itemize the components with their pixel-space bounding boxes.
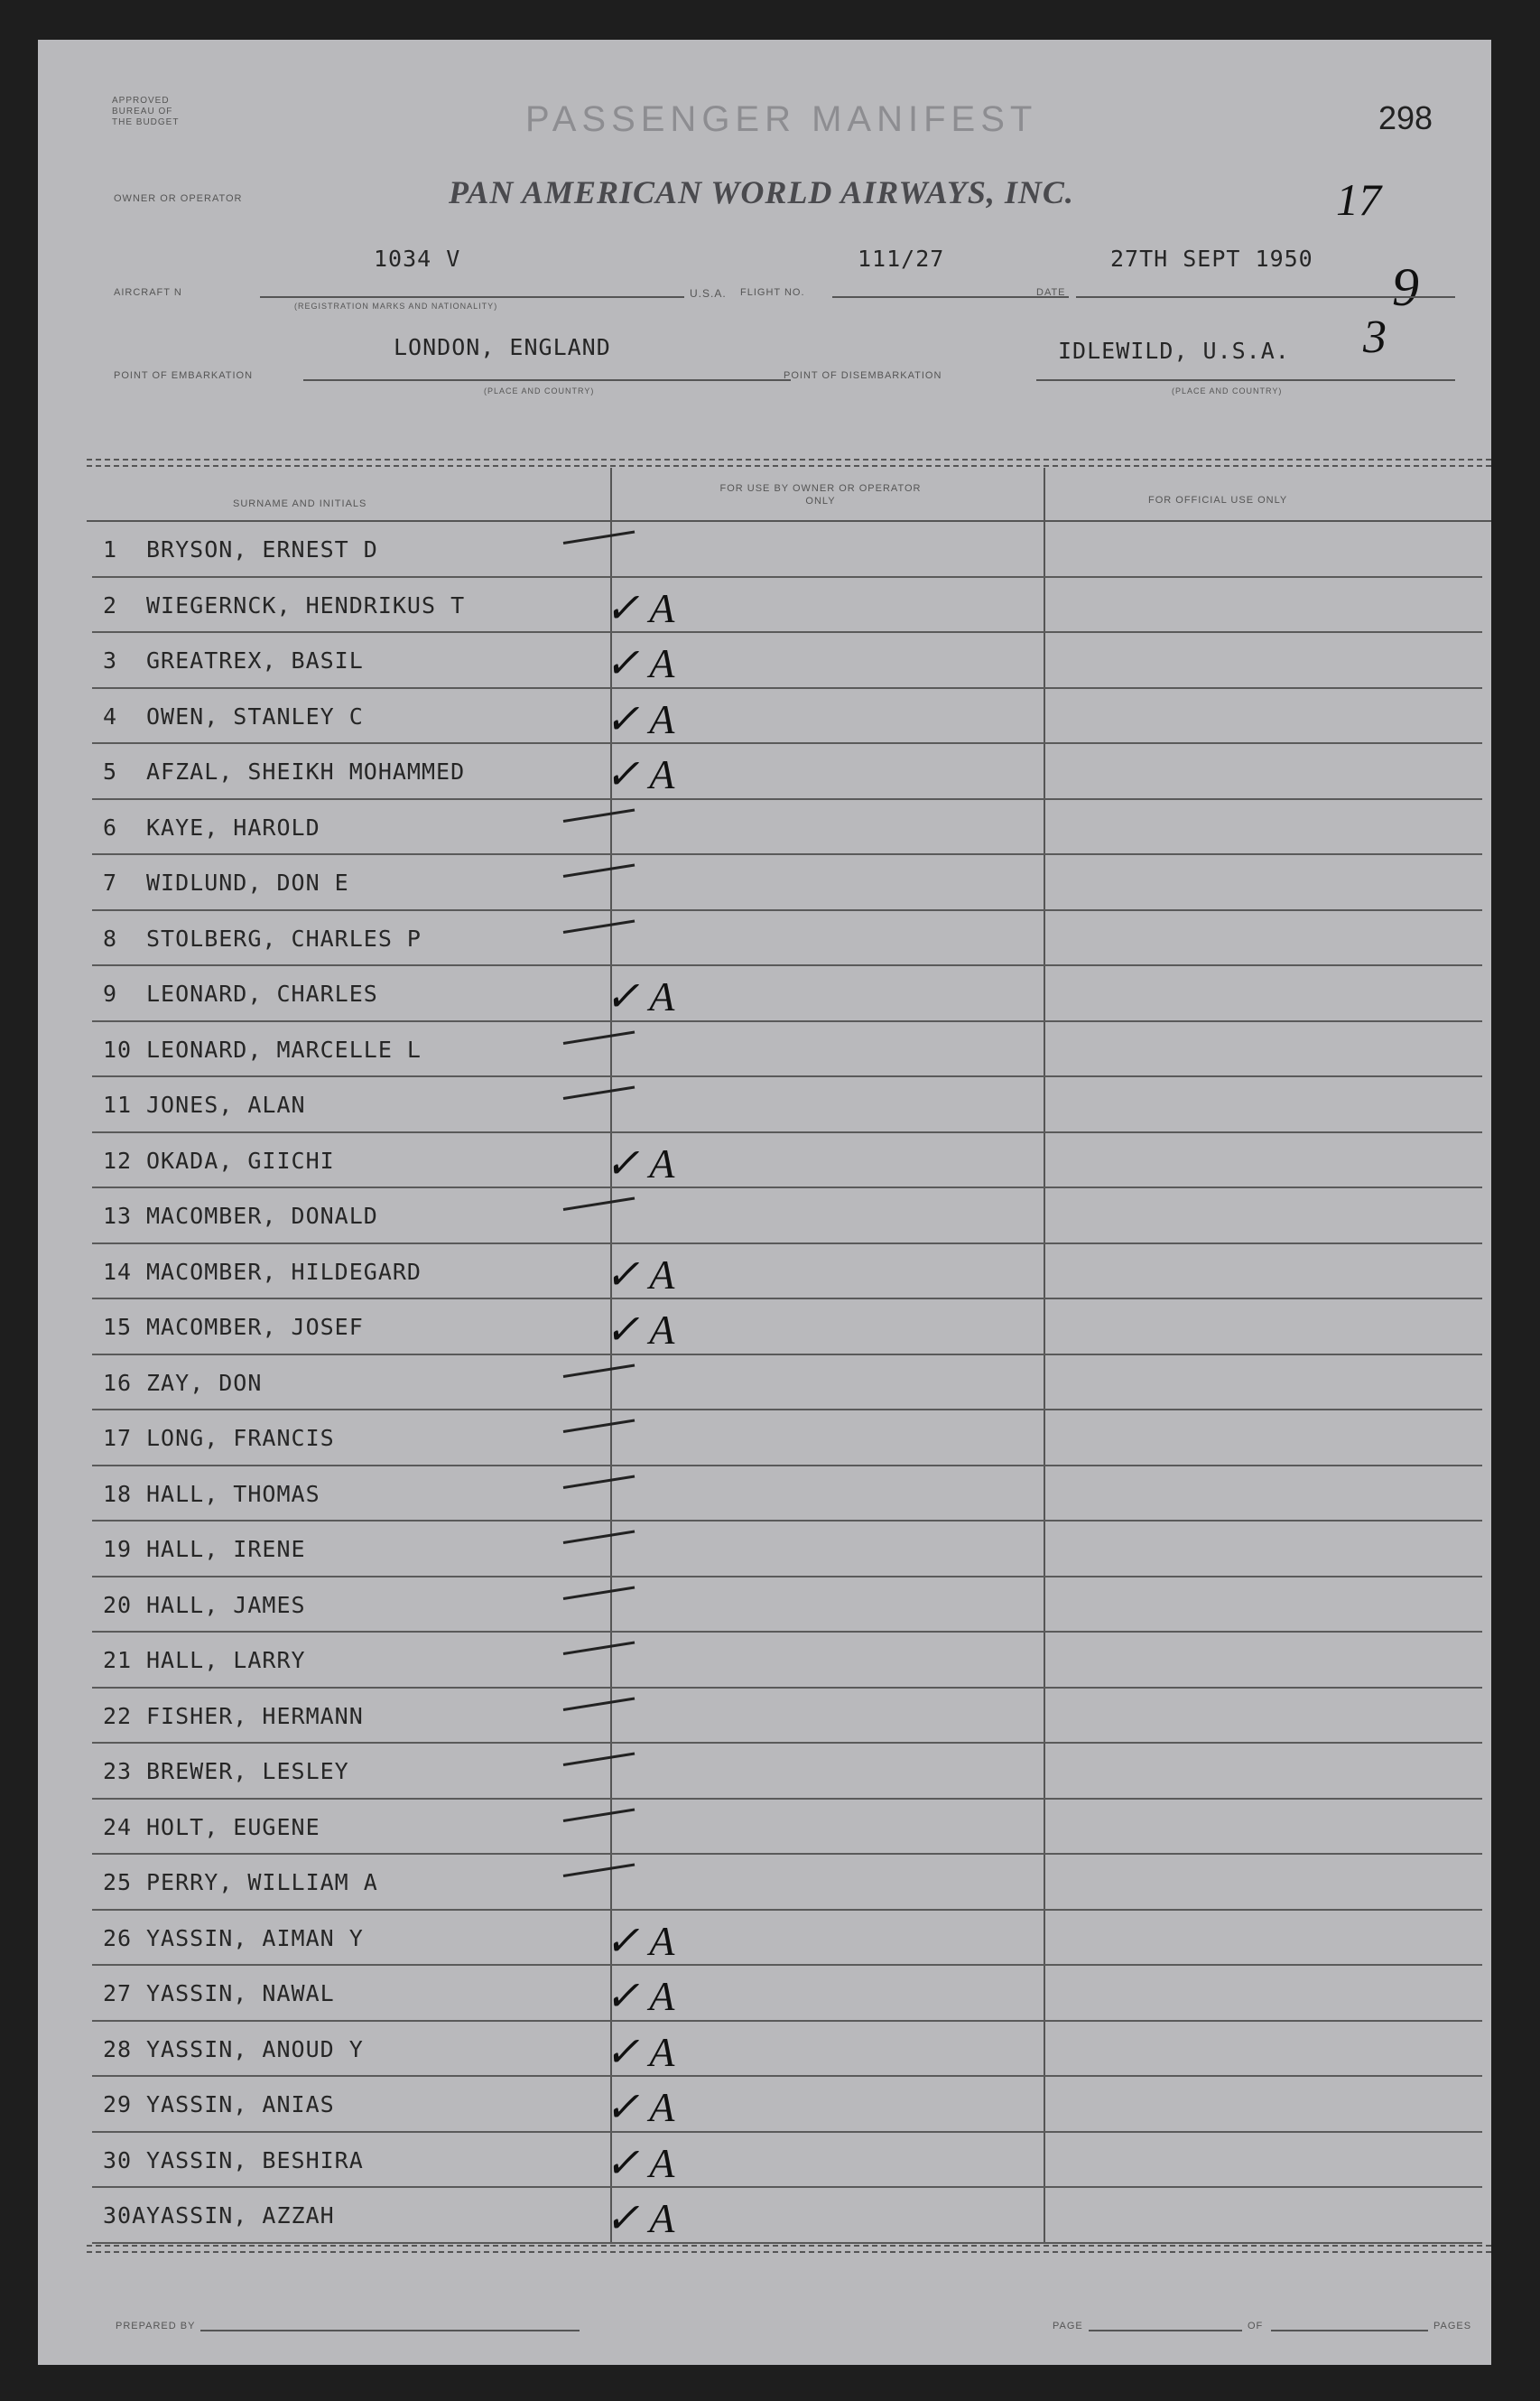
row-number: 21 <box>103 1647 133 1673</box>
passenger-name: YASSIN, AZZAH <box>146 2202 335 2229</box>
approval-stamp: APPROVED BUREAU OF THE BUDGET <box>112 96 180 127</box>
table-row <box>38 1355 1491 1411</box>
flight-label: FLIGHT NO. <box>740 287 805 298</box>
table-row <box>38 633 1491 689</box>
passenger-name: MACOMBER, DONALD <box>146 1203 378 1229</box>
row-number: 3 <box>103 647 118 674</box>
check-mark: ✓ A <box>605 2139 675 2186</box>
check-mark: ✓ A <box>605 2195 675 2241</box>
row-number: 1 <box>103 536 118 563</box>
dash-mark <box>563 1697 635 1710</box>
passenger-name: LEONARD, MARCELLE L <box>146 1036 422 1063</box>
row-number: 30 <box>103 2146 133 2173</box>
dash-mark <box>563 1753 635 1766</box>
dash-mark <box>563 1197 635 1211</box>
of-label: OF <box>1248 2321 1264 2331</box>
table-top-rule <box>87 459 1491 467</box>
row-number: 30A <box>103 2202 147 2229</box>
passenger-name: LEONARD, CHARLES <box>146 981 378 1007</box>
passenger-name: MACOMBER, HILDEGARD <box>146 1258 422 1285</box>
prepared-by-label: PREPARED BY <box>116 2321 196 2331</box>
passenger-name: HOLT, EUGENE <box>146 1813 320 1840</box>
aircraft-line <box>260 296 684 298</box>
col-header-owner: FOR USE BY OWNER OR OPERATOR ONLY <box>719 483 922 507</box>
margin-note-9: 9 <box>1392 257 1419 317</box>
passenger-name: ZAY, DON <box>146 1369 263 1396</box>
page-number: 298 <box>1378 99 1433 136</box>
disembark-value: IDLEWILD, U.S.A. <box>1058 338 1290 364</box>
check-mark: ✓ A <box>605 640 675 686</box>
check-mark: ✓ A <box>605 1251 675 1298</box>
date-value: 27TH SEPT 1950 <box>1110 246 1313 272</box>
table-row <box>38 1911 1491 1967</box>
table-row <box>38 1133 1491 1189</box>
check-mark: ✓ A <box>605 584 675 631</box>
dash-mark <box>563 1419 635 1433</box>
margin-note-17: 17 <box>1336 174 1381 225</box>
passenger-name: AFZAL, SHEIKH MOHAMMED <box>146 758 466 785</box>
row-number: 9 <box>103 981 118 1007</box>
page-line <box>1089 2330 1242 2331</box>
table-row <box>38 744 1491 800</box>
manifest-sheet <box>38 40 1491 2365</box>
passenger-list <box>38 522 1491 2247</box>
table-row <box>38 1410 1491 1466</box>
table-row <box>38 1800 1491 1856</box>
passenger-name: HALL, LARRY <box>146 1647 306 1673</box>
dash-mark <box>563 1475 635 1488</box>
dash-mark <box>563 531 635 544</box>
row-rule <box>92 2242 1482 2244</box>
table-row <box>38 1855 1491 1911</box>
table-row <box>38 1466 1491 1522</box>
row-number: 16 <box>103 1369 133 1396</box>
check-mark: ✓ A <box>605 1973 675 2019</box>
check-mark: ✓ A <box>605 1917 675 1964</box>
check-mark: ✓ A <box>605 973 675 1019</box>
table-row <box>38 1744 1491 1800</box>
check-mark: ✓ A <box>605 2028 675 2075</box>
disembark-line <box>1036 379 1455 381</box>
table-row <box>38 2022 1491 2078</box>
passenger-name: KAYE, HAROLD <box>146 814 320 841</box>
margin-note-3: 3 <box>1363 312 1387 363</box>
table-row <box>38 800 1491 856</box>
table-row <box>38 1689 1491 1745</box>
table-bottom-rule <box>87 2245 1491 2253</box>
dash-mark <box>563 1808 635 1821</box>
row-number: 12 <box>103 1147 133 1174</box>
col-header-official: FOR OFFICIAL USE ONLY <box>1148 495 1288 506</box>
table-row <box>38 689 1491 745</box>
table-row <box>38 966 1491 1022</box>
table-row <box>38 2133 1491 2189</box>
passenger-name: YASSIN, NAWAL <box>146 1980 335 2006</box>
registration-sublabel: (REGISTRATION MARKS AND NATIONALITY) <box>294 302 498 311</box>
row-number: 13 <box>103 1203 133 1229</box>
row-number: 20 <box>103 1591 133 1618</box>
row-number: 15 <box>103 1314 133 1340</box>
table-row <box>38 911 1491 967</box>
passenger-name: HALL, THOMAS <box>146 1480 320 1507</box>
dash-mark <box>563 1030 635 1044</box>
embark-line <box>303 379 791 381</box>
passenger-name: STOLBERG, CHARLES P <box>146 925 422 952</box>
table-row <box>38 2077 1491 2133</box>
dash-mark <box>563 808 635 822</box>
passenger-name: YASSIN, ANIAS <box>146 2091 335 2117</box>
passenger-name: HALL, JAMES <box>146 1591 306 1618</box>
passenger-name: OWEN, STANLEY C <box>146 703 364 730</box>
form-title: PASSENGER MANIFEST <box>525 99 1038 139</box>
row-number: 27 <box>103 1980 133 2006</box>
check-mark: ✓ A <box>605 751 675 797</box>
row-number: 4 <box>103 703 118 730</box>
pages-label: PAGES <box>1433 2321 1472 2331</box>
disembark-label: POINT OF DISEMBARKATION <box>784 370 942 381</box>
col-header-surname: SURNAME AND INITIALS <box>233 498 367 509</box>
page-label: PAGE <box>1053 2321 1083 2331</box>
check-mark: ✓ A <box>605 1307 675 1353</box>
check-mark: ✓ A <box>605 695 675 742</box>
date-label: DATE <box>1036 287 1066 298</box>
passenger-name: MACOMBER, JOSEF <box>146 1314 364 1340</box>
dash-mark <box>563 1531 635 1544</box>
date-line <box>1076 296 1455 298</box>
prepared-by-line <box>200 2330 580 2331</box>
passenger-name: BRYSON, ERNEST D <box>146 536 378 563</box>
passenger-name: OKADA, GIICHI <box>146 1147 335 1174</box>
table-row <box>38 578 1491 634</box>
owner-name: PAN AMERICAN WORLD AIRWAYS, INC. <box>449 174 1074 210</box>
table-row <box>38 1522 1491 1577</box>
table-row <box>38 1244 1491 1300</box>
row-number: 14 <box>103 1258 133 1285</box>
usa-label: U.S.A. <box>690 287 727 300</box>
check-mark: ✓ A <box>605 2084 675 2130</box>
row-number: 2 <box>103 591 118 619</box>
dash-mark <box>563 1864 635 1877</box>
flight-value: 111/27 <box>858 246 945 272</box>
aircraft-label: AIRCRAFT N <box>114 287 182 298</box>
dash-mark <box>563 1642 635 1655</box>
row-number: 5 <box>103 758 118 785</box>
table-row <box>38 1633 1491 1689</box>
passenger-name: YASSIN, ANOUD Y <box>146 2035 364 2062</box>
table-row <box>38 522 1491 578</box>
row-number: 10 <box>103 1036 133 1063</box>
passenger-name: YASSIN, AIMAN Y <box>146 1924 364 1951</box>
embark-value: LONDON, ENGLAND <box>394 334 611 360</box>
table-row <box>38 1077 1491 1133</box>
passenger-name: JONES, ALAN <box>146 1092 306 1118</box>
table-row <box>38 1577 1491 1633</box>
row-number: 25 <box>103 1869 133 1895</box>
dash-mark <box>563 864 635 878</box>
row-number: 8 <box>103 925 118 952</box>
passenger-name: LONG, FRANCIS <box>146 1425 335 1451</box>
dash-mark <box>563 919 635 933</box>
row-number: 6 <box>103 814 118 841</box>
row-number: 7 <box>103 870 118 896</box>
table-row <box>38 1022 1491 1078</box>
check-mark: ✓ A <box>605 1140 675 1187</box>
table-row <box>38 1188 1491 1244</box>
row-number: 24 <box>103 1813 133 1840</box>
table-row <box>38 855 1491 911</box>
disembark-place-sublabel: (PLACE AND COUNTRY) <box>1172 386 1283 396</box>
passenger-name: FISHER, HERMANN <box>146 1702 364 1729</box>
passenger-name: WIDLUND, DON E <box>146 870 349 896</box>
passenger-name: GREATREX, BASIL <box>146 647 364 674</box>
table-row <box>38 2188 1491 2244</box>
row-number: 17 <box>103 1425 133 1451</box>
row-number: 29 <box>103 2091 133 2117</box>
dash-mark <box>563 1086 635 1100</box>
embark-label: POINT OF EMBARKATION <box>114 370 254 381</box>
passenger-name: YASSIN, BESHIRA <box>146 2146 364 2173</box>
row-number: 26 <box>103 1924 133 1951</box>
row-number: 23 <box>103 1758 133 1784</box>
row-number: 28 <box>103 2035 133 2062</box>
embark-place-sublabel: (PLACE AND COUNTRY) <box>484 386 595 396</box>
table-row <box>38 1966 1491 2022</box>
aircraft-value: 1034 V <box>374 246 461 272</box>
owner-label: OWNER OR OPERATOR <box>114 193 243 204</box>
row-number: 19 <box>103 1536 133 1562</box>
row-number: 22 <box>103 1702 133 1729</box>
passenger-name: WIEGERNCK, HENDRIKUS T <box>146 591 466 619</box>
table-row <box>38 1299 1491 1355</box>
of-line <box>1271 2330 1428 2331</box>
passenger-name: HALL, IRENE <box>146 1536 306 1562</box>
passenger-name: PERRY, WILLIAM A <box>146 1869 378 1895</box>
flight-line <box>832 296 1069 298</box>
row-number: 11 <box>103 1092 133 1118</box>
dash-mark <box>563 1363 635 1377</box>
row-number: 18 <box>103 1480 133 1507</box>
passenger-name: BREWER, LESLEY <box>146 1758 349 1784</box>
dash-mark <box>563 1586 635 1599</box>
